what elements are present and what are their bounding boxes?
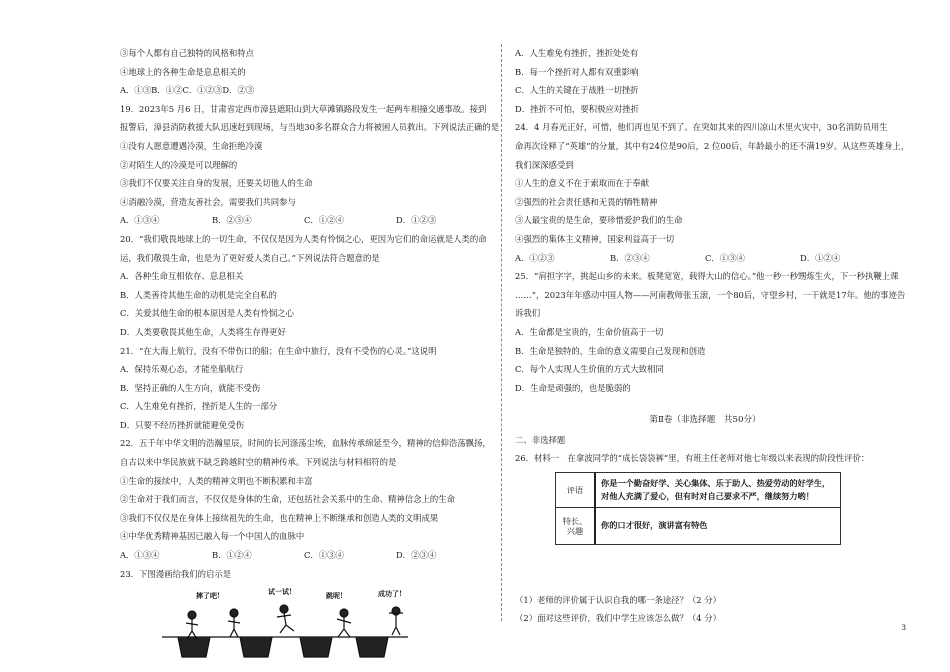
- q25-option-c[interactable]: C．每个人实现人生价值的方式大致相同: [515, 364, 664, 375]
- q23-option-b[interactable]: B．每一个挫折对人都有双重影响: [515, 66, 639, 77]
- table-row: [556, 507, 841, 544]
- column-divider: [501, 44, 502, 621]
- section-title: 第Ⅱ卷（非选择题 共50分）: [649, 414, 761, 425]
- right-column: [515, 48, 910, 632]
- q20-stem-2: 运，我们敬畏生命，也是为了更好爱人类自己。”下列说法符合题意的是: [120, 252, 380, 263]
- q26-sub-2: （2）面对这些评价，我们中学生应该怎么做？（4 分）: [515, 613, 721, 624]
- line-top-3: ③每个人都有自己独特的风格和特点: [120, 48, 254, 58]
- q19-item: ④消融冷漠，营造友善社会，需要我们共同参与: [120, 196, 296, 207]
- q22-option-c[interactable]: C．①③④: [304, 550, 344, 561]
- q25-stem-2: ……”，2023年年感动中国人物——河南教师张玉滚，一个80后，守望乡村，一干就是17年。他的事迹告: [515, 289, 906, 300]
- q24-item: ③人最宝贵的是生命，要珍惜爱护我们的生命: [515, 215, 683, 226]
- q20-option-b[interactable]: B．人类善待其他生命的动机是完全自私的: [120, 289, 277, 300]
- q24-stem-3: 我们深深感受到: [515, 159, 574, 170]
- q20-stem-1: 20．“我们敬畏地球上的一切生命，不仅仅是因为人类有怜悯之心，更因为它们的命运就是人类的命: [120, 233, 487, 244]
- q19-option-a[interactable]: A．①③④: [120, 215, 160, 226]
- q21-option-d[interactable]: D．只要不经历挫折就能避免受伤: [120, 419, 244, 430]
- q23-stem: 23．下图漫画给我们的启示是: [120, 568, 232, 579]
- evaluation-table: [555, 472, 841, 545]
- q24-option-a[interactable]: A．①②③: [515, 252, 555, 263]
- q19-stem-1: 19．2023年5 月6 日，甘肃省定西市漳县遮阳山到大草滩镇路段发生一起两车相撞交通事故。接到: [120, 103, 487, 114]
- q22-option-b[interactable]: B．①②④: [212, 550, 252, 561]
- line-top-4: ④地球上的各种生命是息息相关的: [120, 66, 246, 77]
- q22-options: [120, 550, 492, 560]
- q21-option-a[interactable]: A．保持乐观心态，才能坐船航行: [120, 364, 244, 375]
- q24-stem-2: 命再次诠释了“英雄”的分量，其中有24位是90后，2 位00后，年龄最小的还不满19岁。从这些英雄身上，: [515, 140, 910, 151]
- q24-option-d[interactable]: D．①②④: [800, 252, 841, 263]
- q19-item: ③我们不仅要关注自身的发展，还要关切他人的生命: [120, 178, 313, 189]
- q19-option-c[interactable]: C．①②④: [304, 215, 344, 226]
- table-head-specialty: 特长、兴趣: [556, 507, 596, 544]
- q19-stem-2: 报警后，漳县消防救援大队迅速赶到现场，与当地30多名群众合力将被困人员救出。下列说法正确的是: [120, 122, 500, 133]
- q25-option-b[interactable]: B．生命是独特的，生命的意义需要自己发现和创造: [515, 345, 706, 356]
- page-number: 3: [901, 623, 906, 632]
- q24-options: [515, 253, 895, 263]
- bubble-2: 试一试!: [268, 587, 293, 597]
- table-row: [556, 472, 841, 507]
- q23-option-d[interactable]: D．挫折不可怕，要积极应对挫折: [515, 103, 639, 114]
- q24-item: ②强烈的社会责任感和无畏的牺牲精神: [515, 196, 658, 207]
- bubble-4: 成功了!: [378, 589, 403, 599]
- q24-option-c[interactable]: C．①③④: [705, 252, 745, 263]
- q21-option-c[interactable]: C．人生难免有挫折，挫折是人生的一部分: [120, 401, 278, 412]
- q24-stem-1: 24．4 月春光正好，可惜，他们再也见不到了。在突如其来的四川凉山木里火灾中，30名消防员用生: [515, 122, 888, 133]
- q21-option-b[interactable]: B．坚持正确的人生方向，就能不受伤: [120, 382, 261, 393]
- q19-options: [120, 215, 492, 225]
- q25-stem-1: 25．“肩担字字，挑起山乡的未来。板凳宽宽，载得大山的信心。”他一秒一秒甥炼生火，下一秒执鞭上课: [515, 271, 899, 282]
- q23-cartoon: [160, 587, 410, 659]
- q22-item: ②生命对于我们而言，不仅仅是身体的生命，还包括社会关系中的生命、精神信念上的生命: [120, 494, 455, 505]
- q19-item: ①没有人愿意遭遇冷漠，生命拒绝冷漠: [120, 140, 263, 151]
- q22-item: ①生命的接续中，人类的精神文明也不断积累和丰富: [120, 475, 313, 486]
- options-top: A．①③B．①②C．①②③D．②③: [120, 85, 255, 96]
- q20-option-d[interactable]: D．人类要敬畏其他生命，人类将生存得更好: [120, 326, 286, 337]
- q25-option-a[interactable]: A．生命都是宝贵的，生命价值高于一切: [515, 326, 664, 337]
- q19-item: ②对陌生人的冷漠是可以理解的: [120, 159, 238, 170]
- q22-option-d[interactable]: D．②③④: [396, 550, 437, 561]
- bubble-1: 摔了吧!: [196, 591, 221, 601]
- q24-option-b[interactable]: B．②③④: [610, 252, 650, 263]
- table-head-comment: 评语: [556, 472, 596, 507]
- q22-item: ④中华优秀精神基因已融入每一个中国人的血脉中: [120, 531, 305, 542]
- q24-item: ①人生的意义不在于索取而在于奉献: [515, 178, 649, 189]
- q22-option-a[interactable]: A．①③④: [120, 550, 160, 561]
- left-column: [120, 48, 500, 659]
- q21-stem: 21．“在大海上航行，没有不带伤口的船；在生命中旅行，没有不受伤的心灵。”这说明: [120, 345, 437, 356]
- q23-option-c[interactable]: C．人生的关键在于战胜一切挫折: [515, 85, 639, 96]
- table-cell-specialty: 你的口才很好，演讲富有特色: [595, 507, 841, 544]
- table-cell-comment: 你是一个勤奋好学、关心集体、乐于助人、热爱劳动的好学生，对他人充满了爱心，但有时对自己要求不严，继续努力哟！: [595, 472, 841, 507]
- q22-stem-1: 22．五千年中华文明的浩瀚星辰，时间的长河涤荡尘埃，血脉传承绵延至今，精神的信仰浩荡飘扬，: [120, 438, 491, 449]
- q20-option-a[interactable]: A．各种生命互相依存、息息相关: [120, 271, 244, 282]
- q25-option-d[interactable]: D．生命是顽强的，也是脆弱的: [515, 382, 631, 393]
- section-heading: 二、非选择题: [515, 434, 566, 445]
- q26-sub-1: （1）老师的评价属于认识自我的哪一条途径？（2 分）: [515, 594, 721, 605]
- q22-item: ③我们不仅仅是在身体上接续祖先的生命，也在精神上不断继承和创造人类的文明成果: [120, 512, 439, 523]
- bubble-3: 跳呢!: [326, 591, 344, 601]
- q19-option-b[interactable]: B．②③④: [212, 215, 252, 226]
- q23-option-a[interactable]: A．人生难免有挫折，挫折处处有: [515, 48, 639, 58]
- q20-option-c[interactable]: C．关爱其他生命的根本原因是人类有怜悯之心: [120, 308, 294, 319]
- q26-stem: 26．材料一 在拿波同学的“成长袋袋裤”里，有班主任老师对他七年级以来表现的阶段性评价：: [515, 453, 870, 464]
- q19-option-d[interactable]: D．①②③: [396, 215, 437, 226]
- q24-item: ④强烈的集体主义精神，国家利益高于一切: [515, 233, 675, 244]
- q25-stem-3: 诉我们: [515, 308, 541, 319]
- q22-stem-2: 自古以来中华民族就不缺乏跨越时空的精神传承。下列说法与材料相符的是: [120, 457, 397, 468]
